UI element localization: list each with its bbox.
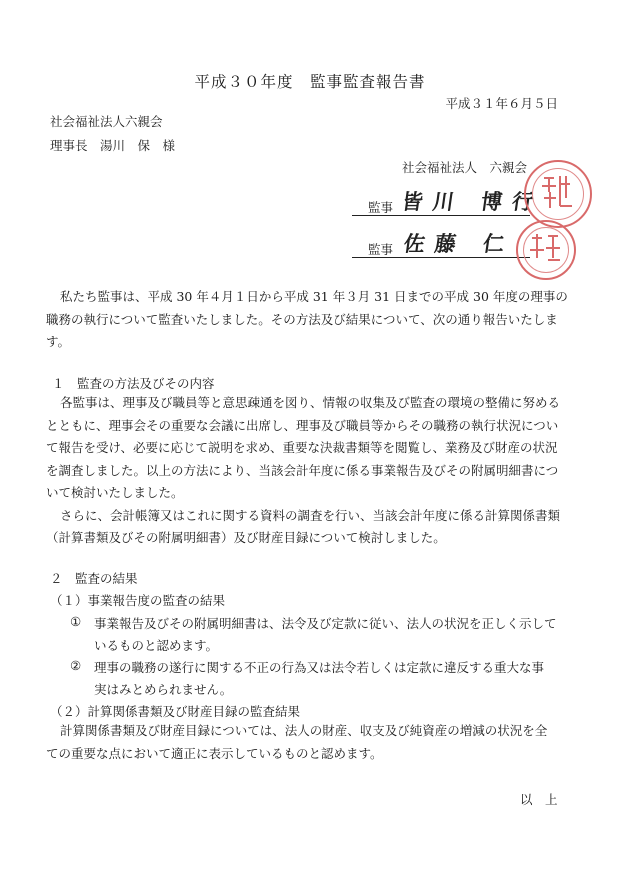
- auditor-label-2: 監事: [368, 242, 394, 257]
- intro-line: す。: [46, 334, 71, 349]
- auditor-signature-2: 佐藤 仁: [402, 232, 516, 256]
- auditor-label-1: 監事: [368, 200, 394, 215]
- seal-glyph-icon: [516, 220, 572, 276]
- section2-sub2-line: 計算関係書類及び財産目録については、法人の財産、収支及び純資産の増減の状況を全: [60, 723, 548, 738]
- signature-line-2: [352, 257, 530, 258]
- section1-line: 各監事は、理事及び職員等と意思疎通を図り、情報の収集及び監査の環境の整備に努める: [60, 395, 561, 410]
- section2-sub2-body: [46, 720, 574, 765]
- item-line: 事業報告及びその附属明細書は、法令及び定款に従い、法人の状況を正しく示して: [94, 616, 557, 631]
- section2-heading: ２ 監査の結果: [50, 571, 138, 586]
- section1-line: とともに、理事会その重要な会議に出席し、理事及び職員等からその職務の執行状況につい: [46, 417, 559, 433]
- section1-line: さらに、会計帳簿又はこれに関する資料の調査を行い、当該会計年度に係る計算関係書類: [60, 507, 561, 523]
- item-line: いるものと認めます。: [94, 638, 219, 653]
- section1-line: いて検討いたしました。: [46, 485, 184, 500]
- addressee-org: 社会福祉法人六親会: [50, 114, 163, 129]
- item-mark: ②: [70, 658, 82, 673]
- signature-line-1: [352, 215, 530, 216]
- item-line: 実はみとめられません。: [94, 682, 233, 697]
- section2-sub2-heading: （２）計算関係書類及び財産目録の監査結果: [50, 704, 301, 719]
- section1-line: （計算書類及びその附属明細書）及び財産目録について検討しました。: [46, 530, 446, 545]
- section1-line: を調査しました。以上の方法により、当該会計年度に係る事業報告及びその附属明細書につ: [46, 462, 559, 478]
- report-date: 平成３１年６月５日: [445, 96, 558, 111]
- section2-sub2-line: ての重要な点において適正に表示しているものと認めます。: [46, 745, 383, 761]
- item-mark: ①: [70, 614, 82, 629]
- section2-sub1-heading: （１）事業報告度の監査の結果: [50, 593, 226, 608]
- intro-line: 職務の執行について監査いたしました。その方法及び結果について、次の通り報告いたしま: [46, 311, 558, 327]
- section1-line: て報告を受け、必要に応じて説明を求め、重要な決裁書類等を閲覧し、業務及び財産の状況: [46, 440, 558, 455]
- intro-paragraph: [46, 286, 574, 354]
- item-line: 理事の職務の遂行に関する不正の行為又は法令若しくは定款に違反する重大な事: [94, 660, 545, 675]
- intro-line: 私たち監事は、平成 30 年４月１日から平成 31 年３月 31 日までの平成 30 年度の理事の: [60, 289, 568, 304]
- seal-stamp-icon: [516, 220, 576, 280]
- document-title: 平成３０年度 監事監査報告書: [194, 73, 426, 91]
- auditor-org: 社会福祉法人 六親会: [402, 160, 528, 175]
- closing-mark: 以 上: [520, 792, 558, 807]
- seal-stamp-icon: [524, 160, 592, 228]
- section1-body: [46, 392, 574, 550]
- addressee-person: 理事長 湯川 保 様: [50, 138, 176, 153]
- seal-glyph-icon: [524, 160, 588, 224]
- section1-heading: １ 監査の方法及びその内容: [52, 376, 215, 391]
- auditor-signature-1: 皆川 博行: [400, 190, 545, 214]
